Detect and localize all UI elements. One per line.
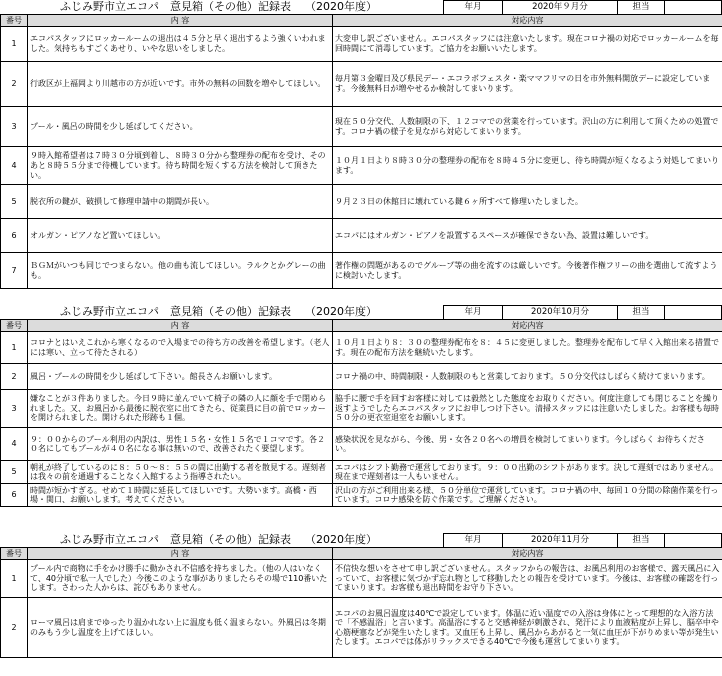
row-response: エコパはシフト勤務で運営しております。９：００出勤のシフトがあります。決して遅刻ではありません。現在まで遅刻者は一人もいません。 (333, 461, 722, 484)
section-header (0, 533, 722, 547)
row-number: 1 (1, 332, 28, 364)
month-box (443, 0, 722, 15)
table-row (1, 185, 722, 219)
table-row (1, 390, 722, 428)
row-response: 不信快な想いをさせて申し訳ございません。スタッフからの報告は、お風呂利用のお客様で、露天風呂に入っていて、お客様に気づかず忘れ物として移動したとの報告を受けています。今後は、お客様の確認を行ってまいります。お客様も退出時間をお守り下さい。 (333, 560, 722, 598)
row-response: 著作権の問題があるのでグループ等の曲を流すのは厳しいです。今後著作権フリーの曲を選曲して流すように検討いたします。 (333, 253, 722, 289)
month-value: 2020年９月分 (502, 1, 617, 14)
record-table (0, 319, 722, 507)
row-number: 3 (1, 390, 28, 428)
title-text: ふじみ野市立エコパ 意見箱（その他）記録表 (60, 0, 291, 13)
row-content: 脱衣所の鍵が、破損して修理申請中の期間が長い。 (28, 185, 333, 219)
month-box (443, 533, 722, 548)
table-row (1, 484, 722, 507)
tanto-value (664, 1, 721, 14)
row-number: 6 (1, 219, 28, 253)
fiscal-year: （2020年度） (305, 533, 377, 546)
table-header-row (1, 15, 722, 27)
row-response: １０月１日より８時３０分の整理券の配布を８時４５分に変更し、待ち時間が短くなるよう対処してまいります。 (333, 147, 722, 185)
col-content-header: 内 容 (28, 548, 333, 560)
section-header (0, 0, 722, 14)
section-title (60, 305, 377, 319)
row-number: 4 (1, 428, 28, 461)
col-no-header: 番号 (1, 548, 28, 560)
table-row (1, 428, 722, 461)
record-table (0, 547, 722, 658)
row-number: 4 (1, 147, 28, 185)
month-label: 年月 (464, 307, 482, 317)
title-text: ふじみ野市立エコパ 意見箱（その他）記録表 (60, 305, 291, 318)
row-content: プール内で商物に手をかけ勝手に動かされ不信感を持ちました。（他の人はいなくて、40分頃で私一人でした）今後このような事がありましたらその場で110番いたします。さわった人からは、詫びもありません。 (28, 560, 333, 598)
row-content: 嫌なことが３件ありました。今日９時に並んでいて椅子の隣の人に顔を手で閉められました。又、お風呂から最後に脱衣室に出てきたら、従業員に目の前でロッカーを開けられました。開けられた形跡も１個。 (28, 390, 333, 428)
col-no-header: 番号 (1, 15, 28, 27)
row-response: 感染状況を見ながら、今後、男・女各２０名への増員を検討してまいります。今しばらく お待ちください。 (333, 428, 722, 461)
record-section-september (0, 0, 722, 289)
col-response-header: 対応内容 (333, 320, 722, 332)
col-content-header: 内 容 (28, 15, 333, 27)
row-content: 時間が短かすぎる。せめて１時間に延長してほしいです。大勢います。高橋・西場・関口、お願いします。考えてください。 (28, 484, 333, 507)
table-row (1, 598, 722, 658)
row-response: エコパにはオルガン・ピアノを設置するスペースが確保できない為、設置は難しいです。 (333, 219, 722, 253)
row-response: 現在５０分交代、人数制限の下、１２コマでの営業を行っています。沢山の方に利用して頂くための処置です。コロナ禍の様子を見ながら対応してまいります。 (333, 107, 722, 147)
row-number: 1 (1, 27, 28, 62)
row-number: 2 (1, 62, 28, 107)
row-response: 大変申し訳ございません。エコパスタッフには注意いたします。現在コロナ禍の対応でロッカールームを毎回時間にて消毒しています。ご協力をお願いいたします。 (333, 27, 722, 62)
row-content: プール・風呂の時間を少し延ばしてください。 (28, 107, 333, 147)
table-header-row (1, 320, 722, 332)
row-number: 6 (1, 484, 28, 507)
table-row (1, 461, 722, 484)
table-row (1, 62, 722, 107)
row-number: 2 (1, 598, 28, 658)
row-content: ９時入館希望者は７時３０分頃到着し、８時３０分から整理券の配布を受け、そのあと８時５５分まで待機しています。待ち時間を短くする方法を検討して頂きたい。 (28, 147, 333, 185)
row-number: 5 (1, 461, 28, 484)
table-row (1, 332, 722, 364)
title-text: ふじみ野市立エコパ 意見箱（その他）記録表 (60, 533, 291, 546)
table-row (1, 364, 722, 390)
row-response: エコパのお風呂温度は40℃で設定しています。体温に近い温度での入浴は身体にとって理想的な入浴方法で「不感温浴」と言います。高温浴にすると交感神経が刺激され、発汗により血液粘度が上昇し、脳卒中や心筋梗塞などが発生いたします。又血圧も上昇し、風呂からあがると一気に血圧が下がりめまい等が発生いたします。エコパでは体がリラックスできる40℃で今後も運営してまいります。 (333, 598, 722, 658)
row-response: １０月１日より８：３０の整理券配布を８：４５に変更しました。整理券を配布して早く入館出来る措置です。現在の配布方法を継続いたします。 (333, 332, 722, 364)
row-content: 風呂・プールの時間を少し延ばして下さい。館長さんお願いします。 (28, 364, 333, 390)
row-content: ローマ風呂は肩までゆったり温かれない上に温度も低く温まらない。外風呂は冬期のみもう少し温度を上げてほしい。 (28, 598, 333, 658)
row-content: コロナとはいえこれから寒くなるので入場までの待ち方の改善を希望します。（老人には寒い、立って待たされる） (28, 332, 333, 364)
row-number: 1 (1, 560, 28, 598)
col-response-header: 対応内容 (333, 15, 722, 27)
row-response: 脇手に腰で手を回すお客様に対しては毅然とした態度をお取りください。何度注意しても閉じることを繰り返すようでしたらエコパスタッフにお申しつけ下さい。清掃スタッフには注意いたしました。お客様も毎時５０分の更衣室退室をお願いします。 (333, 390, 722, 428)
section-title (60, 533, 377, 547)
month-value: 2020年10月分 (502, 306, 617, 319)
table-row (1, 27, 722, 62)
tanto-value (664, 306, 721, 319)
row-content: 朝礼が終了しているのに８：５０～８：５５の間に出勤する者を散見する。遅刻者は我々の前を通過することなく入館するよう指導されたい。 (28, 461, 333, 484)
row-content: ９：００からのプール利用の内訳は、男性１５名・女性１５名で１コマです。各２０名にしてもプールが４０名になる事は無いので、改善されたく要望します。 (28, 428, 333, 461)
table-header-row (1, 548, 722, 560)
row-number: 5 (1, 185, 28, 219)
col-no-header: 番号 (1, 320, 28, 332)
row-content: オルガン・ピアノなど置いてほしい。 (28, 219, 333, 253)
fiscal-year: （2020年度） (305, 0, 377, 13)
row-response: 沢山の方がご利用出来る様、５０分単位で運営しています。コロナ禍の中、毎回１０分間の除菌作業を行っています。コロナ感染を防ぐ作業です。ご理解ください。 (333, 484, 722, 507)
row-number: 2 (1, 364, 28, 390)
section-title (60, 0, 377, 14)
month-box (443, 305, 722, 320)
record-table (0, 14, 722, 289)
row-response: ９月２３日の休館日に壊れている鍵６ヶ所すべて修理いたしました。 (333, 185, 722, 219)
row-content: エコパスタッフにロッカールームの退出は４５分と早く退出するよう強くいわれました。気持ちもすごくあせり、いやな思いをしました。 (28, 27, 333, 62)
row-content: 行政区が上福岡より川越市の方が近いです。市外の無料の回数を増やしてほしい。 (28, 62, 333, 107)
month-value: 2020年11月分 (502, 534, 617, 547)
row-content: ＢＧＭがいつも同じでつまらない。他の曲も流してほしい。ラルクとかグレーの曲も。 (28, 253, 333, 289)
col-content-header: 内 容 (28, 320, 333, 332)
tanto-label: 担当 (617, 306, 664, 319)
table-row (1, 219, 722, 253)
table-row (1, 107, 722, 147)
tanto-value (664, 534, 721, 547)
table-row (1, 560, 722, 598)
fiscal-year: （2020年度） (305, 305, 377, 318)
month-label: 年月 (464, 535, 482, 545)
row-response: 毎月第３金曜日及び県民デー・エコラボフェスタ・楽ママフリマの日を市外無料開放デーに設定しています。今後無料日が増やせるか検討してまいります。 (333, 62, 722, 107)
tanto-label: 担当 (617, 534, 664, 547)
row-number: 3 (1, 107, 28, 147)
row-response: コロナ禍の中、時間制限・人数制限のもと営業しております。５０分交代はしばらく続けてまいります。 (333, 364, 722, 390)
section-header (0, 305, 722, 319)
record-section-november (0, 533, 722, 658)
table-row (1, 253, 722, 289)
row-number: 7 (1, 253, 28, 289)
table-row (1, 147, 722, 185)
record-section-october (0, 305, 722, 507)
month-label: 年月 (464, 2, 482, 12)
col-response-header: 対応内容 (333, 548, 722, 560)
tanto-label: 担当 (617, 1, 664, 14)
